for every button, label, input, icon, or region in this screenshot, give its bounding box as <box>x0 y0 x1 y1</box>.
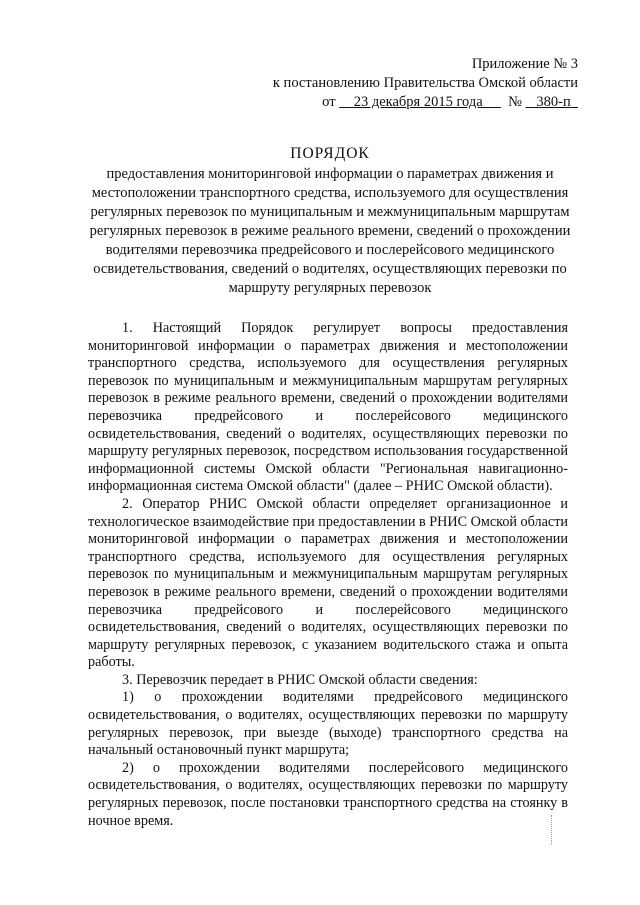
resolution-date: 23 декабря 2015 года <box>353 94 483 110</box>
date-prefix: от <box>322 94 336 110</box>
appendix-number: Приложение № 3 <box>471 56 578 72</box>
scan-mark <box>551 815 554 845</box>
paragraph-2: 2. Оператор РНИС Омской области определяет организационное и технологическое взаимодействие при предоставлении в РНИС Омской области мониторинговой информации о параметрах движения и местоположении транспортного средства, используемого для осуществления регулярных перевозок по муниципальным и межмуниципальным маршрутам регулярных перевозок в режиме реального времени, сведений о прохождении водителями перевозчика предрейсового и послерейсового медицинского освидетельствования, сведений о водителях, осуществляющих перевозки по маршруту регулярных перевозок, с указанием водительского стажа и опыта работы. <box>88 495 568 671</box>
document-title <box>80 144 580 298</box>
title-main: ПОРЯДОК <box>290 145 370 162</box>
paragraph-1: 1. Настоящий Порядок регулирует вопросы предоставления мониторинговой информации о параметрах движения и местоположении транспортного средства, используемого для осуществления регулярных перевозок по муниципальным и межмуниципальным маршрутам регулярных перевозок в режиме реального времени, сведений о прохождении водителями перевозчика предрейсового и послерейсового медицинского освидетельствования, сведений о водителях, осуществляющих перевозки по маршруту регулярных перевозок, посредством использования государственной информационной системы Омской области "Региональная навигационно-информационная система Омской области" (далее – РНИС Омской области). <box>88 320 568 495</box>
paragraph-3-item-1: 1) о прохождении водителями предрейсового медицинского освидетельствования, о водителях, осуществляющих перевозки по маршруту регулярных перевозок, при выезде (выходе) транспортного средства на начальный остановочный пункт маршрута; <box>88 689 568 759</box>
resolution-number: 380-п <box>536 94 571 110</box>
resolution-reference: к постановлению Правительства Омской области <box>272 75 578 91</box>
title-subtitle: предоставления мониторинговой информации о параметрах движения и местоположении транспортного средства, используемого для осуществления регулярных перевозок по муниципальным и межмуниципальным маршрутам регулярных перевозок в режиме реального времени, сведений о прохождении водителями перевозчика предрейсового и послерейсового медицинского освидетельствования, сведений о водителях, осуществляющих перевозки по маршруту регулярных перевозок <box>89 166 571 296</box>
appendix-header <box>273 55 578 112</box>
paragraph-3: 3. Перевозчик передает в РНИС Омской области сведения: <box>122 671 478 688</box>
paragraph-3-item-2: 2) о прохождении водителями послерейсового медицинского освидетельствования, о водителях, осуществляющих перевозки по маршруту регулярных перевозок, после постановки транспортного средства на стоянку в ночное время. <box>88 759 568 829</box>
resolution-date-line <box>273 93 578 112</box>
number-prefix: № <box>508 94 522 110</box>
document-body <box>88 320 568 830</box>
